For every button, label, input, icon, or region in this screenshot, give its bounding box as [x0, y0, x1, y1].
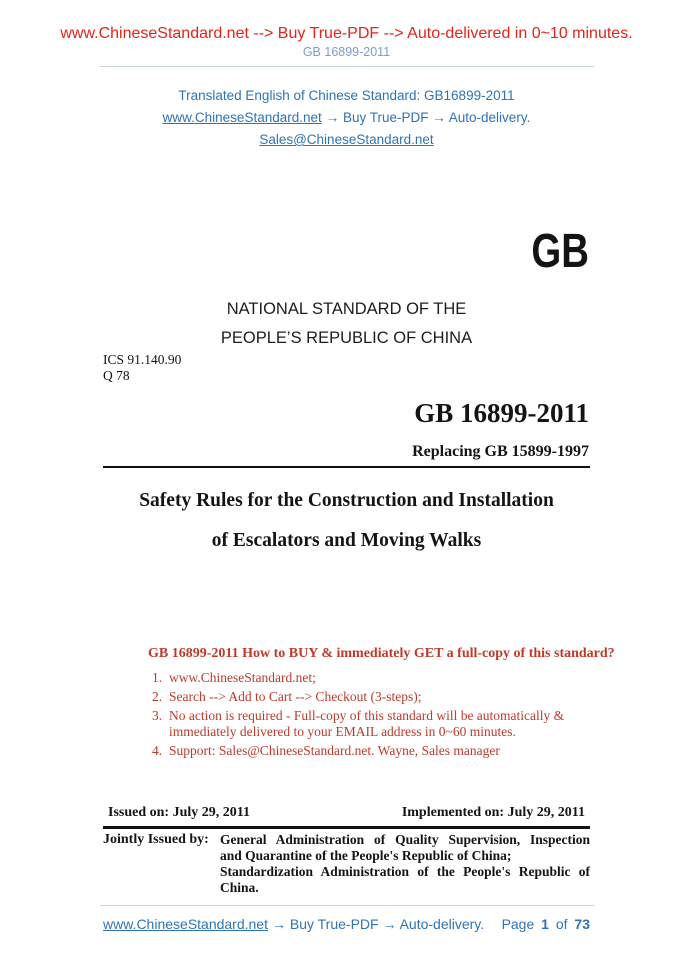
replacing-note: Replacing GB 15899-1997 — [412, 443, 589, 460]
doc-code-header: GB 16899-2011 — [302, 45, 391, 59]
jointly-issued-body — [220, 832, 590, 896]
ics-code: ICS 91.140.90 — [103, 352, 182, 367]
footer-line-rest: → Buy True-PDF → Auto-delivery. — [272, 916, 485, 932]
national-standard-line2: PEOPLE’S REPUBLIC OF CHINA — [220, 329, 473, 347]
issuance-row — [108, 805, 585, 821]
jointly-issued-row — [103, 832, 590, 896]
step-text: Support: Sales@ChineseStandard.net. Wayne, Sales manager — [169, 743, 500, 758]
gb-logo: GB — [531, 225, 589, 278]
step-text: No action is required - Full-copy of this standard will be automatically & immediately delivered to your EMAIL address in 0~60 minutes. — [169, 708, 565, 739]
buy-line — [0, 110, 693, 125]
page-label: Page — [501, 916, 535, 932]
issuing-body-line: China. — [220, 880, 259, 895]
howto-step — [148, 743, 598, 759]
footer-row — [103, 916, 590, 932]
implemented-on: Implemented on: July 29, 2011 — [401, 805, 585, 820]
footer-divider — [100, 905, 594, 906]
howto-step — [148, 689, 598, 705]
step-text: www.ChineseStandard.net; — [169, 670, 316, 685]
doc-title-line2: of Escalators and Moving Walks — [211, 530, 482, 551]
national-standard-line1: NATIONAL STANDARD OF THE — [226, 300, 467, 318]
issued-on: Issued on: July 29, 2011 — [108, 805, 250, 820]
howto-step — [148, 708, 598, 740]
issuing-body-line: General Administration of Quality Supervision, Inspection — [220, 832, 590, 847]
footer-buy-line — [103, 916, 484, 932]
promo-banner: www.ChineseStandard.net --> Buy True-PDF --> Auto-delivered in 0~10 minutes. — [60, 25, 633, 42]
class-code: Q 78 — [103, 368, 130, 383]
howto-buy-block — [148, 646, 615, 762]
howto-heading: GB 16899-2011 How to BUY & immediately GET a full-copy of this standard? — [148, 646, 615, 661]
translated-line: Translated English of Chinese Standard: GB16899-2011 — [178, 88, 515, 103]
step-number: 3. — [152, 708, 163, 723]
page-total: 73 — [574, 916, 590, 932]
ics-block — [103, 352, 181, 384]
top-divider — [100, 66, 594, 67]
issuing-body-line: Standardization Administration of the People's Republic of — [220, 864, 590, 879]
site-link[interactable]: www.ChineseStandard.net — [162, 110, 322, 125]
issuing-body-line: and Quarantine of the People's Republic of China; — [220, 848, 512, 863]
of-label: of — [555, 916, 568, 932]
sales-line — [0, 132, 693, 147]
step-text: Search --> Add to Cart --> Checkout (3-steps); — [169, 689, 422, 704]
standard-number: GB 16899-2011 — [414, 398, 589, 428]
step-number: 2. — [152, 689, 163, 704]
page-number: 1 — [541, 916, 549, 932]
sales-email-link[interactable]: Sales@ChineseStandard.net — [259, 132, 434, 147]
jointly-issued-label: Jointly Issued by: — [103, 832, 209, 847]
page-indicator — [502, 916, 590, 932]
step-number: 4. — [152, 743, 163, 758]
buy-line-rest: → Buy True-PDF → Auto-delivery. — [325, 110, 531, 125]
masthead-divider — [103, 466, 590, 468]
step-number: 1. — [152, 670, 163, 685]
issuance-divider — [103, 826, 590, 829]
howto-step — [148, 670, 598, 686]
footer-site-link[interactable]: www.ChineseStandard.net — [103, 916, 268, 932]
doc-title-line1: Safety Rules for the Construction and Installation — [139, 490, 554, 511]
